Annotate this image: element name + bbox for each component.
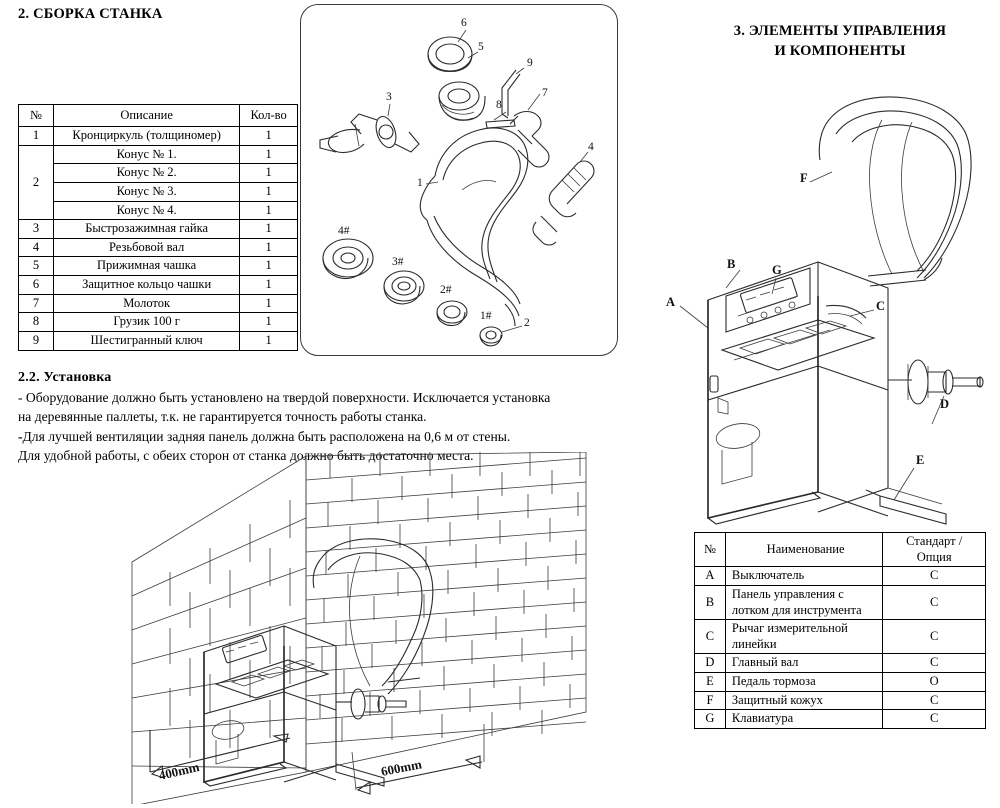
cell-qty: 1	[240, 294, 298, 313]
cell-name: Панель управления с лотком для инструмента	[725, 585, 882, 619]
table-row	[19, 276, 298, 295]
cell-name: Защитный кожух	[725, 691, 882, 710]
installation-drawing	[120, 452, 680, 804]
callout-5: 5	[478, 41, 484, 53]
table-row	[19, 145, 298, 164]
callout-2: 2	[524, 317, 530, 329]
cell-no: 9	[19, 331, 54, 350]
cell-qty: 1	[240, 164, 298, 183]
table-header-row	[19, 105, 298, 127]
cell-no: 8	[19, 313, 54, 332]
cell-description: Грузик 100 г	[54, 313, 240, 332]
table-row	[695, 585, 986, 619]
cone-label-3: 3#	[392, 256, 404, 268]
cell-no: 2	[19, 145, 54, 220]
install-line-4: Для удобной работы, с обеих сторон от станка должно быть достаточно места.	[18, 448, 474, 464]
dimension-back: 600mm	[379, 756, 423, 779]
cell-no: 3	[19, 220, 54, 239]
callout-3: 3	[386, 91, 392, 103]
callout-F: F	[800, 171, 808, 185]
table-row	[19, 294, 298, 313]
cell-standard: С	[883, 567, 986, 586]
install-line-3-dash: -	[18, 428, 23, 444]
machine-drawing	[630, 58, 1000, 528]
cell-no: F	[695, 691, 726, 710]
header-std-line2: Опция	[916, 549, 952, 564]
column-header-name: Наименование	[725, 533, 882, 567]
column-header-no: №	[695, 533, 726, 567]
column-header-description: Описание	[54, 105, 240, 127]
cell-qty: 1	[240, 238, 298, 257]
install-line-3-text: Для лучшей вентиляции задняя панель должна быть расположена на 0,6 м от стены.	[22, 428, 511, 444]
callout-G: G	[772, 263, 782, 277]
table-header-row	[695, 533, 986, 567]
cell-description: Молоток	[54, 294, 240, 313]
callout-7: 7	[542, 87, 548, 99]
table-row	[19, 220, 298, 239]
cell-qty: 1	[240, 257, 298, 276]
column-header-no: №	[19, 105, 54, 127]
cone-label-2: 2#	[440, 284, 452, 296]
cell-no: B	[695, 585, 726, 619]
cell-description: Резьбовой вал	[54, 238, 240, 257]
cone-label-4: 4#	[338, 225, 350, 237]
table-row	[19, 127, 298, 146]
cell-standard: О	[883, 673, 986, 692]
callout-D: D	[940, 397, 950, 411]
cell-description: Быстрозажимная гайка	[54, 220, 240, 239]
cell-description: Шестигранный ключ	[54, 331, 240, 350]
cell-no: D	[695, 654, 726, 673]
cell-standard: С	[883, 691, 986, 710]
cell-no: 7	[19, 294, 54, 313]
table-row	[695, 710, 986, 729]
page-title-assembly: 2. СБОРКА СТАНКА	[18, 6, 163, 22]
table-row	[695, 654, 986, 673]
installation-illustration	[120, 452, 680, 804]
cell-description: Конус № 4.	[54, 201, 240, 220]
cell-name: Клавиатура	[725, 710, 882, 729]
cell-name: Главный вал	[725, 654, 882, 673]
table-row	[695, 620, 986, 654]
dimension-side: 400mm	[157, 759, 201, 783]
install-line-2: на деревянные паллеты, т.к. не гарантируется точность работы станка.	[18, 409, 427, 425]
cell-qty: 1	[240, 220, 298, 239]
cell-no: 4	[19, 238, 54, 257]
install-line-3	[18, 427, 658, 446]
cell-name: Рычаг измерительной линейки	[725, 620, 882, 654]
cell-qty: 1	[240, 331, 298, 350]
cell-no: C	[695, 620, 726, 654]
cell-description: Кронциркуль (толщиномер)	[54, 127, 240, 146]
cell-description: Конус № 3.	[54, 182, 240, 201]
cell-standard: С	[883, 585, 986, 619]
machine-illustration	[630, 58, 1000, 528]
cell-name: Педаль тормоза	[725, 673, 882, 692]
callout-4: 4	[588, 141, 594, 153]
cell-name: Выключатель	[725, 567, 882, 586]
callout-6: 6	[461, 17, 467, 29]
cell-no: E	[695, 673, 726, 692]
callout-C: C	[876, 299, 886, 313]
callout-8: 8	[496, 99, 502, 111]
components-table	[694, 532, 986, 729]
install-line-1: - Оборудование должно быть установлено на твердой поверхности. Исключается установка	[18, 390, 551, 405]
cell-description: Конус № 1.	[54, 145, 240, 164]
controls-title-line1: 3. ЭЛЕМЕНТЫ УПРАВЛЕНИЯ	[733, 23, 947, 39]
cell-description: Защитное кольцо чашки	[54, 276, 240, 295]
cell-description: Прижимная чашка	[54, 257, 240, 276]
parts-illustration	[300, 4, 618, 356]
callout-A: A	[666, 295, 676, 309]
cell-no: G	[695, 710, 726, 729]
table-row	[695, 567, 986, 586]
table-row	[19, 164, 298, 183]
cell-no: 6	[19, 276, 54, 295]
cell-description: Конус № 2.	[54, 164, 240, 183]
cell-qty: 1	[240, 145, 298, 164]
table-row	[19, 257, 298, 276]
table-row	[19, 182, 298, 201]
header-std-line1: Стандарт /	[906, 534, 963, 548]
page-title-controls	[690, 22, 990, 61]
cell-no: 1	[19, 127, 54, 146]
cell-standard: С	[883, 710, 986, 729]
cell-no: 5	[19, 257, 54, 276]
cell-no: A	[695, 567, 726, 586]
callout-E: E	[916, 453, 925, 467]
section-title-installation: 2.2. Установка	[18, 370, 112, 385]
cell-qty: 1	[240, 276, 298, 295]
illustration-frame	[300, 4, 618, 356]
cell-qty: 1	[240, 313, 298, 332]
callout-9: 9	[527, 57, 533, 69]
table-row	[695, 691, 986, 710]
table-row	[695, 673, 986, 692]
cell-qty: 1	[240, 127, 298, 146]
cell-qty: 1	[240, 182, 298, 201]
cell-standard: С	[883, 620, 986, 654]
callout-1: 1	[417, 177, 423, 189]
cell-standard: С	[883, 654, 986, 673]
table-row	[19, 201, 298, 220]
callout-B: B	[727, 257, 736, 271]
parts-table	[18, 104, 298, 351]
controls-title-line2: И КОМПОНЕНТЫ	[774, 42, 906, 59]
table-row	[19, 313, 298, 332]
table-row	[19, 238, 298, 257]
table-row	[19, 331, 298, 350]
cell-qty: 1	[240, 201, 298, 220]
column-header-qty: Кол-во	[240, 105, 298, 127]
cone-label-1: 1#	[480, 310, 492, 322]
column-header-standard	[883, 533, 986, 567]
